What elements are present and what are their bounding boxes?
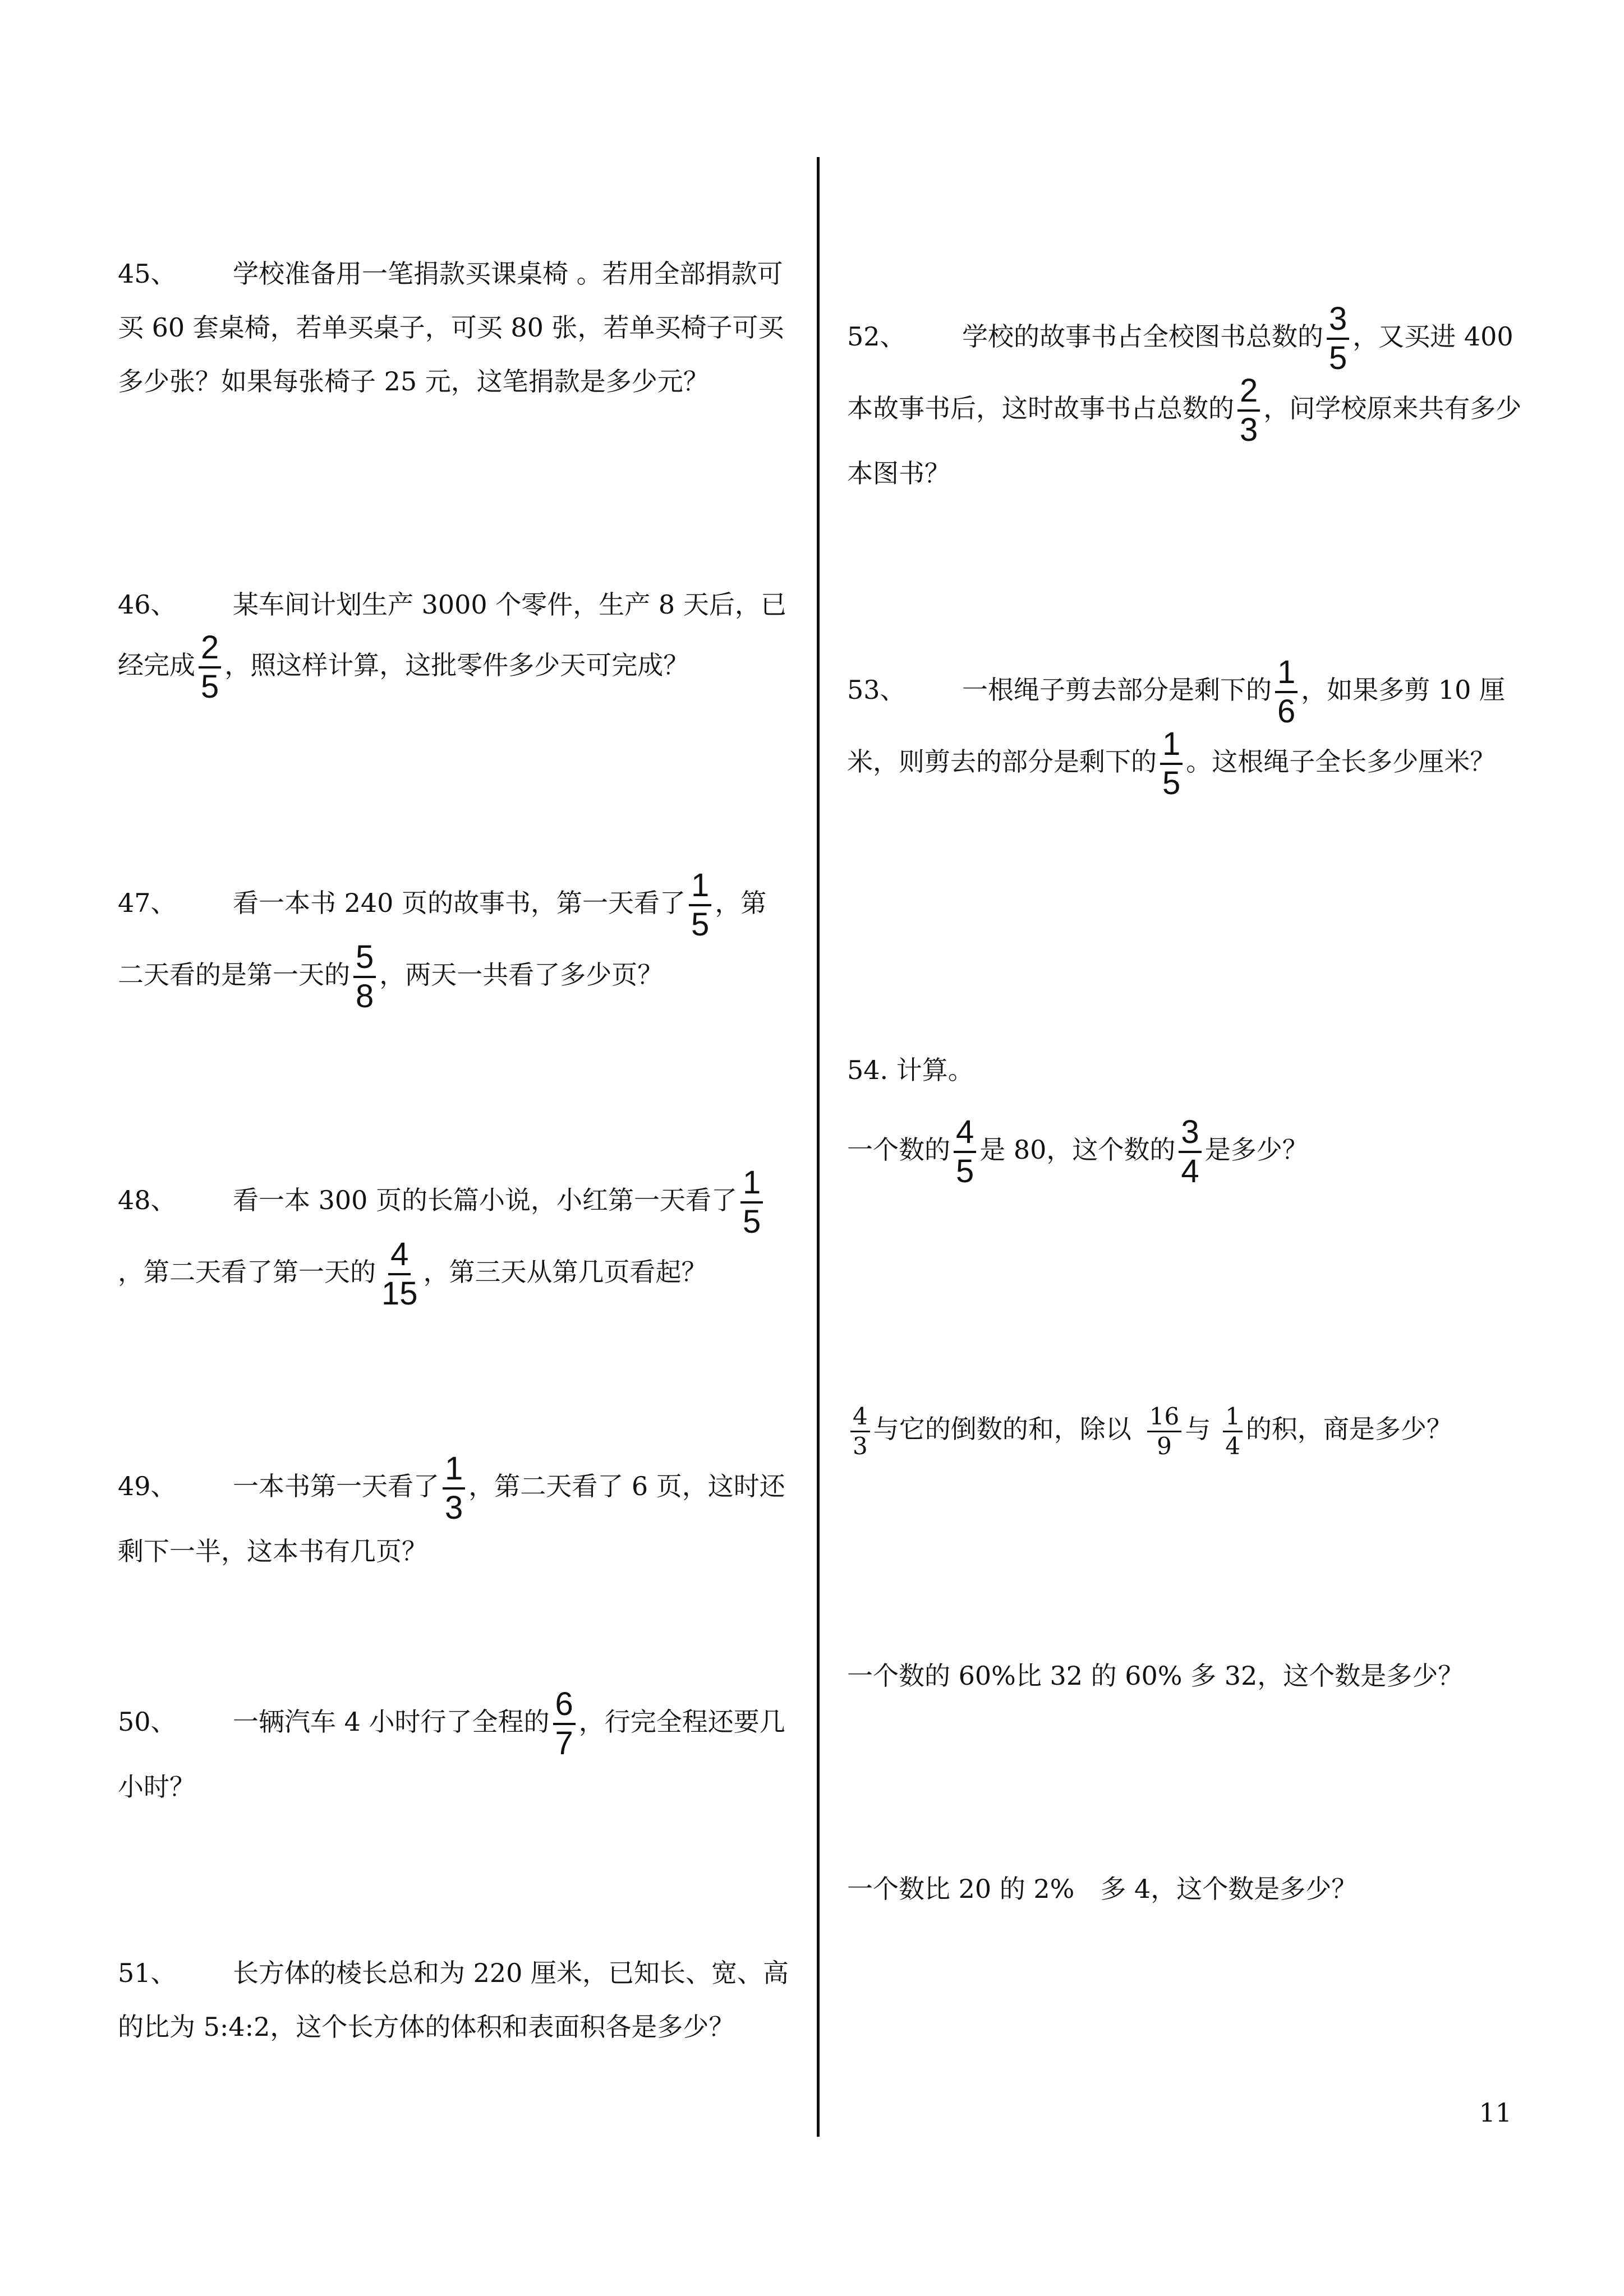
problem-number: 51、 — [118, 1958, 177, 1988]
fraction — [1147, 1402, 1181, 1460]
problem-54d — [847, 1862, 1526, 1916]
fraction-numerator: 1 — [689, 869, 711, 906]
fraction-numerator: 2 — [1237, 375, 1260, 412]
problem-number: 50、 — [118, 1707, 177, 1737]
problem-49 — [118, 1450, 791, 1578]
problem-text: 一个数的 — [847, 1135, 950, 1165]
problem-text: ，两天一共看了多少页？ — [379, 960, 664, 990]
problem-53 — [847, 656, 1526, 800]
problem-54b — [847, 1402, 1526, 1458]
problem-text: ，照这样计算，这批零件多少天可完成？ — [224, 650, 689, 680]
fraction — [553, 1688, 576, 1760]
fraction — [740, 1164, 763, 1240]
problem-52 — [847, 303, 1526, 500]
problem-text: 的积，商是多少？ — [1245, 1414, 1452, 1444]
fraction — [1327, 303, 1349, 375]
fraction-denominator: 7 — [555, 1725, 573, 1762]
fraction-denominator: 5 — [1329, 340, 1347, 376]
fraction-numerator: 1 — [443, 1453, 465, 1490]
fraction-numerator: 3 — [1327, 303, 1349, 340]
fraction-denominator: 5 — [743, 1204, 761, 1240]
problem-text: 。这根绳子全长多少厘米？ — [1186, 746, 1496, 777]
fraction-denominator: 15 — [381, 1275, 418, 1312]
problem-text: 一个数比 20 的 2% 多 4，这个数是多少？ — [847, 1874, 1358, 1904]
fraction-denominator: 4 — [1181, 1153, 1199, 1190]
fraction-numerator: 16 — [1147, 1405, 1181, 1432]
fraction-numerator: 6 — [553, 1688, 576, 1725]
fraction-denominator: 5 — [1162, 765, 1181, 801]
problem-text: 学校准备用一笔捐款买课桌椅 。若用全部捐款可买 60 套桌椅，若单买桌子，可买 80 张，若单买椅子可买多少张？如果每张椅子 25 元，这笔捐款是多少元？ — [118, 259, 784, 397]
problem-text: ，第二天看了第一天的 — [118, 1257, 376, 1287]
problem-text: ，问学校原来共有多少本图书？ — [847, 393, 1522, 488]
fraction — [443, 1450, 465, 1526]
problem-text: 一辆汽车 4 小时行了全程的 — [233, 1707, 550, 1737]
problem-text: ，又买进 400 本故事书后，这时故事书占总数的 — [847, 321, 1513, 423]
fraction-denominator: 9 — [1157, 1432, 1172, 1460]
fraction-denominator: 5 — [201, 668, 219, 705]
fraction — [850, 1402, 870, 1460]
fraction — [353, 941, 376, 1013]
problem-48 — [118, 1164, 791, 1312]
problem-50 — [118, 1688, 791, 1814]
problem-text: 某车间计划生产 3000 个零件，生产 8 天后，已经完成 — [118, 589, 786, 680]
column-divider — [817, 157, 820, 2137]
fraction — [1275, 656, 1298, 728]
problem-number: 47、 — [118, 888, 177, 918]
fraction-denominator: 5 — [956, 1153, 974, 1190]
problem-text: 学校的故事书占全校图书总数的 — [962, 321, 1323, 352]
fraction-numerator: 2 — [199, 631, 221, 668]
problem-text: 一本书第一天看了 — [233, 1471, 439, 1501]
problem-text: 是多少？ — [1204, 1135, 1308, 1165]
fraction-numerator: 4 — [850, 1405, 870, 1432]
problem-number: 46、 — [118, 589, 177, 620]
fraction — [1179, 1116, 1201, 1188]
problem-51 — [118, 1946, 791, 2054]
problem-text: 一根绳子剪去部分是剩下的 — [962, 675, 1272, 705]
fraction — [1237, 372, 1260, 448]
fraction-denominator: 5 — [691, 906, 710, 943]
problem-46 — [118, 578, 791, 703]
problem-text: ，行完全程还要几小时？ — [118, 1707, 785, 1802]
problem-number: 53、 — [847, 675, 906, 705]
problem-text: ，第二天看了 6 页，这时还剩下一半，这本书有几页？ — [118, 1471, 785, 1566]
problem-text: ，如果多剪 10 厘米，则剪去的部分是剩下的 — [847, 675, 1506, 777]
problem-text: 与 — [1185, 1414, 1211, 1444]
problem-text: 是 80，这个数的 — [979, 1135, 1176, 1165]
problem-45 — [118, 247, 791, 408]
problem-number: 45、 — [118, 259, 177, 289]
fraction — [379, 1238, 420, 1310]
problem-text: 长方体的棱长总和为 220 厘米，已知长、宽、高的比为 5:4:2，这个长方体的体积和表面积各是多少？ — [118, 1958, 789, 2042]
problem-47 — [118, 869, 791, 1013]
problem-number: 49、 — [118, 1471, 177, 1501]
fraction — [689, 869, 711, 941]
fraction-denominator: 6 — [1277, 693, 1296, 730]
problem-text: 看一本 300 页的长篇小说，小红第一天看了 — [233, 1185, 738, 1215]
fraction-numerator: 1 — [1275, 656, 1298, 693]
fraction-numerator: 1 — [1160, 728, 1183, 765]
fraction-denominator: 4 — [1225, 1432, 1240, 1460]
fraction — [954, 1116, 976, 1188]
fraction-numerator: 4 — [388, 1238, 411, 1275]
fraction-numerator: 3 — [1179, 1116, 1201, 1153]
fraction-denominator: 3 — [445, 1490, 463, 1526]
fraction-denominator: 8 — [356, 978, 374, 1015]
fraction — [1160, 728, 1183, 800]
fraction — [1223, 1402, 1243, 1460]
fraction-numerator: 1 — [1223, 1405, 1243, 1432]
problem-54a — [847, 1116, 1526, 1188]
fraction-denominator: 3 — [853, 1432, 868, 1460]
problem-number: 52、 — [847, 321, 906, 352]
problem-text: ，第三天从第几页看起？ — [423, 1257, 707, 1287]
fraction-numerator: 1 — [740, 1167, 763, 1204]
fraction-numerator: 5 — [353, 941, 376, 978]
problem-number: 48、 — [118, 1185, 177, 1215]
problem-text: 一个数的 60%比 32 的 60% 多 32，这个数是多少？ — [847, 1661, 1464, 1691]
fraction — [199, 631, 221, 703]
problem-54-heading: 54. 计算。 — [847, 1055, 974, 1085]
problem-text: 看一本书 240 页的故事书，第一天看了 — [233, 888, 686, 918]
problem-54c — [847, 1649, 1526, 1703]
page-number: 11 — [1479, 2097, 1512, 2128]
problem-text: 与它的倒数的和，除以 — [873, 1414, 1131, 1444]
fraction-numerator: 4 — [954, 1116, 976, 1153]
problem-text: ，第二天看的是第一天的 — [118, 888, 767, 990]
fraction-denominator: 3 — [1240, 412, 1258, 448]
